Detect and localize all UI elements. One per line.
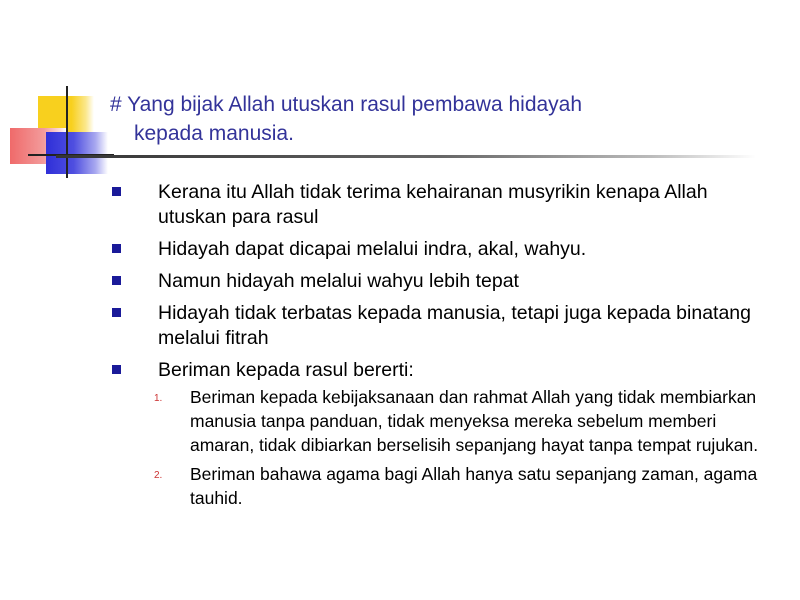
square-bullet-icon [112, 276, 121, 285]
bullet-item [110, 237, 780, 262]
square-bullet-icon [112, 244, 121, 253]
decorative-vertical-line [66, 86, 68, 178]
bullet-text: Hidayah dapat dicapai melalui indra, akal, wahyu. [158, 238, 587, 260]
numbered-item-text: Beriman kepada kebijaksanaan dan rahmat Allah yang tidak membiarkan manusia tanpa panduan, tidak menyeksa mereka sebelum memberi amaran, tidak dibiarkan berselisih sepanjang hayat tanpa tempat rujukan. [190, 387, 759, 455]
slide-title-line-1: # Yang bijak Allah utuskan rasul pembawa hidayah [110, 93, 583, 116]
numbered-sublist [154, 385, 776, 510]
bullet-item [110, 358, 780, 510]
numbered-item [154, 385, 776, 457]
square-bullet-icon [112, 187, 121, 196]
slide-title-line-2: kepada manusia. [134, 122, 294, 145]
bullet-item [110, 180, 780, 230]
bullet-text: Hidayah tidak terbatas kepada manusia, tetapi juga kepada binatang melalui fitrah [158, 302, 751, 349]
bullet-text: Kerana itu Allah tidak terima kehairanan musyrikin kenapa Allah utuskan para rasul [158, 181, 708, 228]
bullet-item [110, 269, 780, 294]
bullet-text: Namun hidayah melalui wahyu lebih tepat [158, 270, 519, 292]
square-bullet-icon [112, 365, 121, 374]
title-divider [56, 155, 756, 158]
decorative-blue-square [46, 132, 108, 174]
slide-title [110, 90, 750, 148]
item-number: 2. [154, 470, 163, 481]
square-bullet-icon [112, 308, 121, 317]
item-number: 1. [154, 393, 163, 404]
bullet-item [110, 301, 780, 351]
numbered-item-text: Beriman bahawa agama bagi Allah hanya satu sepanjang zaman, agama tauhid. [190, 464, 758, 508]
bullet-text: Beriman kepada rasul bererti: [158, 359, 414, 381]
numbered-item [154, 462, 776, 510]
bullet-list [110, 180, 780, 517]
